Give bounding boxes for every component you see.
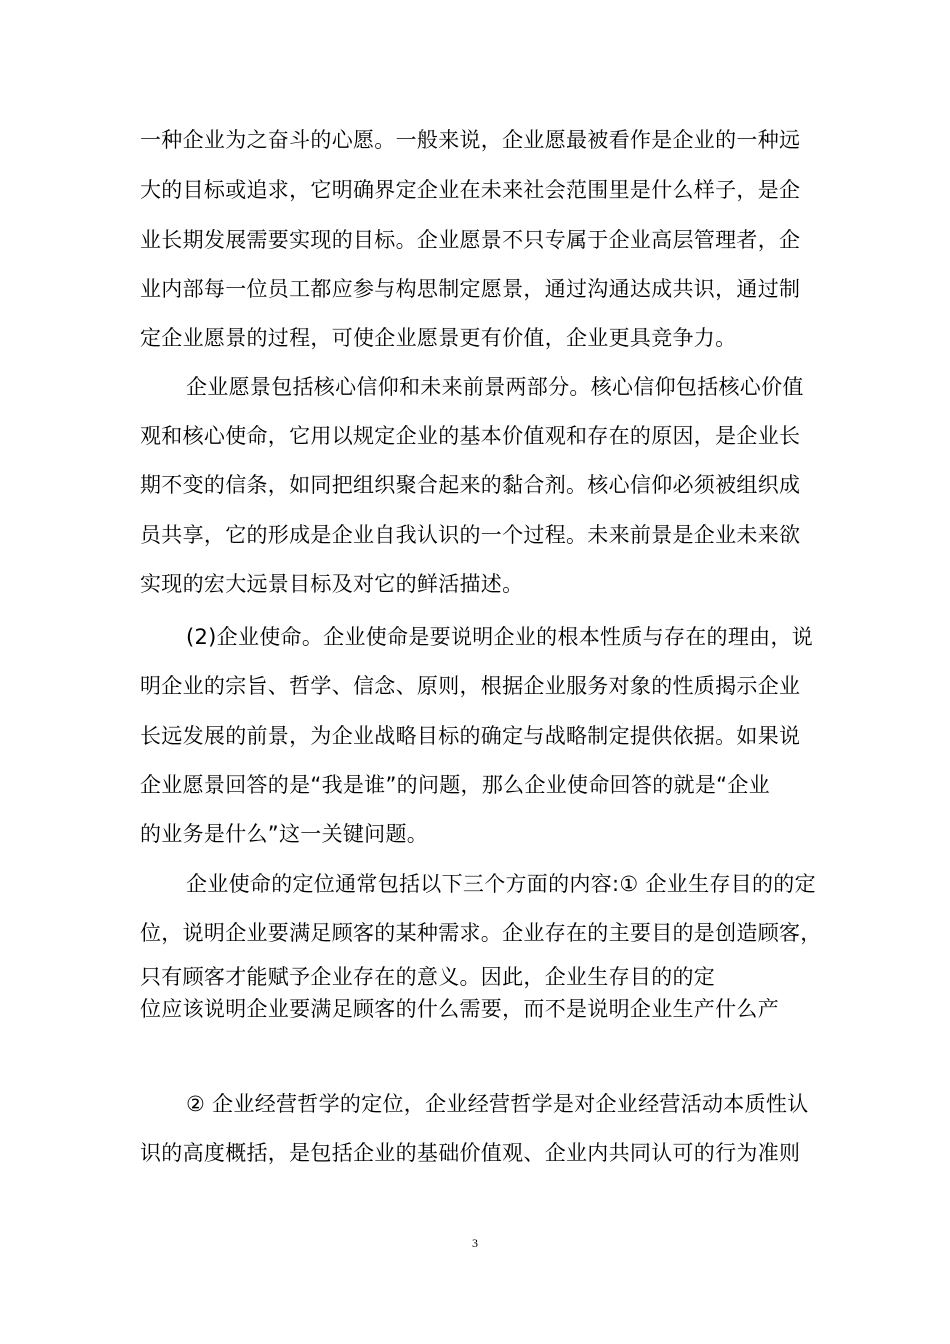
text-line: 期不变的信条，如同把组织聚合起来的黏合剂。核心信仰必须被组织成 [140,473,801,497]
text-line: 明企业的宗旨、哲学、信念、原则，根据企业服务对象的性质揭示企业 [140,674,801,698]
text-line: 员共享，它的形成是企业自我认识的一个过程。未来前景是企业未来欲 [140,523,801,547]
paragraph-first-line: 企业使命的定位通常包括以下三个方面的内容:① 企业生存目的的定 [186,872,816,896]
text-line: 实现的宏大远景目标及对它的鲜活描述。 [140,572,524,596]
text-line: 大的目标或追求，它明确界定企业在未来社会范围里是什么样子，是企 [140,178,801,202]
text-line: 位应该说明企业要满足顾客的什么需要，而不是说明企业生产什么产 [140,997,779,1021]
text-line: 一种企业为之奋斗的心愿。一般来说，企业愿最被看作是企业的一种远 [140,128,801,152]
text-line: 业内部每一位员工都应参与构思制定愿景，通过沟通达成共识，通过制 [140,277,801,301]
text-line: 观和核心使命，它用以规定企业的基本价值观和存在的原因，是企业长 [140,424,801,448]
paragraph-first-line: 企业愿景包括核心信仰和未来前景两部分。核心信仰包括核心价值 [186,375,804,399]
page-number: 3 [472,1236,478,1250]
text-line: 位，说明企业要满足顾客的某种需求。企业存在的主要目的是创造顾客， [140,921,822,945]
paragraph-first-line: ② 企业经营哲学的定位，企业经营哲学是对企业经营活动本质性认 [186,1092,809,1116]
text-line: 识的高度概括，是包括企业的基础价值观、企业内共同认可的行为准则 [140,1141,801,1165]
text-line: 企业愿景回答的是“我是谁”的问题，那么企业使命回答的就是“企业 [140,773,770,797]
text-line: 长远发展的前景，为企业战略目标的确定与战略制定提供依据。如果说 [140,724,801,748]
paragraph-first-line: (2)企业使命。企业使命是要说明企业的根本性质与存在的理由，说 [186,625,814,649]
text-line: 只有顾客才能赋予企业存在的意义。因此，企业生存目的的定 [140,965,716,989]
text-line: 定企业愿景的过程，可使企业愿景更有价值，企业更具竞争力。 [140,326,737,350]
text-line: 业长期发展需要实现的目标。企业愿景不只专属于企业高层管理者，企 [140,228,801,252]
text-line: 的业务是什么”这一关键问题。 [140,822,429,846]
